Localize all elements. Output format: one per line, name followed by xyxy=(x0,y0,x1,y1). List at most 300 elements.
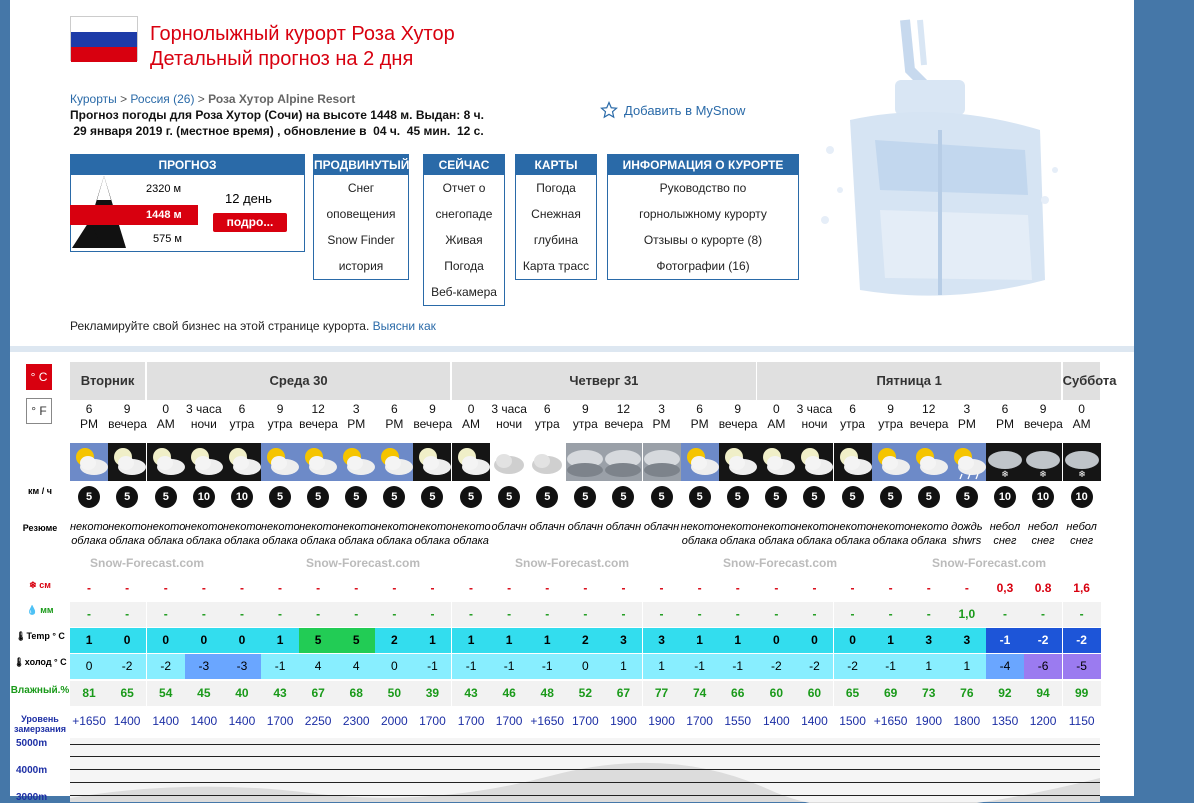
rain-cell: - xyxy=(643,602,681,627)
freeze-cell: 1400 xyxy=(801,714,828,728)
nav-resort-info-item[interactable]: Отзывы о курорте (8) xyxy=(643,233,763,247)
summary-line: некото xyxy=(337,521,376,533)
summary-text xyxy=(528,520,566,534)
time-hour: 0 xyxy=(1078,402,1085,416)
wind-arrow-icon: 5 xyxy=(612,486,634,508)
day-header[interactable]: Четверг 31 xyxy=(452,362,757,400)
altitude-bottom[interactable]: 575 м xyxy=(153,233,182,245)
nav-advanced-item[interactable]: Снег xyxy=(347,181,375,195)
day-header[interactable]: Суббота xyxy=(1063,362,1101,400)
chill-cell: -2 xyxy=(834,654,872,679)
breadcrumb-country[interactable]: Россия (26) xyxy=(130,92,195,106)
time-hour: 0 xyxy=(162,402,170,416)
humidity-cell: 68 xyxy=(337,681,375,706)
time-hour: 0 xyxy=(773,402,780,416)
star-icon xyxy=(600,101,618,119)
wind-arrow-icon: 5 xyxy=(918,486,940,508)
time-cell xyxy=(490,402,528,442)
fahrenheit-toggle[interactable]: ° F xyxy=(26,398,52,424)
wind-arrow-icon: 5 xyxy=(765,486,787,508)
chill-cell: -5 xyxy=(1063,654,1101,679)
summary-text xyxy=(299,520,337,548)
time-cell xyxy=(910,402,948,442)
time-hour: 3 xyxy=(963,402,971,416)
humidity-cell: 67 xyxy=(604,681,642,706)
snow-cell: - xyxy=(316,581,321,595)
temp-cell: 0 xyxy=(108,628,146,653)
freeze-cell: +1650 xyxy=(873,714,908,728)
summary-text xyxy=(261,520,299,548)
rain-cell: - xyxy=(147,602,185,627)
rain-label xyxy=(10,605,70,616)
wind-arrow-icon: 10 xyxy=(1032,486,1054,508)
nav-now-item[interactable]: Веб-камера xyxy=(431,285,497,299)
snow-unit: см xyxy=(39,580,51,590)
breadcrumb-sep: > xyxy=(116,92,131,106)
time-cell xyxy=(337,402,375,442)
rain-cell: - xyxy=(1024,602,1062,627)
watermark-text: Snow-Forecast.com xyxy=(932,556,1047,570)
moon-cloud-icon xyxy=(757,443,795,481)
summary-line: некото xyxy=(375,521,414,533)
rain-shower-icon xyxy=(948,443,986,481)
snow-cell: - xyxy=(812,581,817,595)
wind-arrow-icon: 5 xyxy=(727,486,749,508)
summary-line: некото xyxy=(146,521,186,533)
rain-cell: - xyxy=(604,602,642,627)
add-mysnow-link[interactable] xyxy=(600,101,745,119)
temp-cell: 1 xyxy=(872,628,910,653)
thermometer-icon: 🌡 xyxy=(15,631,27,641)
time-hour: 6 xyxy=(696,402,703,416)
summary-line: дождь xyxy=(951,521,983,533)
rain-cell: - xyxy=(452,602,490,627)
summary-line: некото xyxy=(871,521,911,533)
y-axis-4000: 4000m xyxy=(16,765,48,776)
rain-cell: - xyxy=(337,602,375,627)
chill-cell: -1 xyxy=(452,654,490,679)
temp-cell: -2 xyxy=(1024,628,1062,653)
time-period: PM xyxy=(995,417,1014,431)
time-period: PM xyxy=(690,417,709,431)
nav-resort-info-item[interactable]: горнолыжному курорту xyxy=(639,207,767,221)
snow-cell: - xyxy=(850,581,855,595)
moon-cloud-icon xyxy=(834,443,872,481)
nav-now-item[interactable]: снегопаде xyxy=(435,207,493,221)
nav-maps xyxy=(515,154,597,280)
nav-resort-info xyxy=(607,154,799,280)
watermark-text: Snow-Forecast.com xyxy=(723,556,838,570)
summary-text xyxy=(70,520,108,548)
time-period: PM xyxy=(80,417,99,431)
humidity-cell: 54 xyxy=(147,681,185,706)
breadcrumb-resorts[interactable]: Курорты xyxy=(70,92,117,106)
freeze-cell: 1400 xyxy=(228,714,256,728)
summary-text xyxy=(185,520,223,548)
forecast-issued-info xyxy=(70,107,484,139)
nav-now-head: СЕЙЧАС xyxy=(424,155,504,175)
rain-cell: - xyxy=(490,602,528,627)
summary-line: некото xyxy=(108,521,147,533)
chill-cell: -2 xyxy=(147,654,185,679)
summary-line: облака xyxy=(300,535,336,547)
time-period: утра xyxy=(878,417,904,431)
snow-cell: - xyxy=(87,581,92,595)
chill-cell: -1 xyxy=(681,654,719,679)
summary-line: облака xyxy=(758,535,795,547)
time-cell xyxy=(261,402,299,442)
summary-line: некото xyxy=(222,521,262,533)
time-period: вечера xyxy=(413,417,453,431)
chill-cell: -1 xyxy=(413,654,451,679)
wind-arrow-icon: 5 xyxy=(498,486,520,508)
summary-line: снег xyxy=(1070,535,1094,547)
summary-text xyxy=(1063,520,1101,548)
chill-cell: -2 xyxy=(795,654,833,679)
time-period: AM xyxy=(156,417,175,431)
snow-cell: 1,6 xyxy=(1073,581,1090,595)
humidity-cell: 74 xyxy=(681,681,719,706)
freeze-cell: 1550 xyxy=(724,714,752,728)
nav-now-item[interactable]: Отчет о xyxy=(442,181,486,195)
humidity-cell: 45 xyxy=(185,681,223,706)
rain-cell: - xyxy=(528,602,566,627)
temp-cell: 5 xyxy=(337,628,375,653)
wind-arrow-icon: 5 xyxy=(574,486,596,508)
temp-cell: 3 xyxy=(604,628,642,653)
time-hour: 9 xyxy=(276,402,284,416)
summary-text xyxy=(834,520,872,548)
temp-cell: -2 xyxy=(1063,628,1101,653)
chill-cell: 1 xyxy=(948,654,986,679)
chill-cell: -6 xyxy=(1024,654,1062,679)
summary-text xyxy=(643,520,681,534)
time-period: AM xyxy=(1072,417,1091,431)
snow-cell: - xyxy=(926,581,931,595)
time-cell xyxy=(1024,402,1062,442)
temp-cell: 1 xyxy=(452,628,490,653)
time-hour: 3 часа xyxy=(796,402,833,416)
humidity-cell: 65 xyxy=(108,681,146,706)
summary-line: облака xyxy=(109,535,145,547)
freeze-cell: 1700 xyxy=(419,714,446,728)
temp-cell: 3 xyxy=(910,628,948,653)
moon-cloud-icon xyxy=(413,443,451,481)
partly-sun-icon xyxy=(375,443,413,481)
time-period: AM xyxy=(767,417,786,431)
temp-cell: 2 xyxy=(375,628,413,653)
time-period: PM xyxy=(957,417,976,431)
summary-text xyxy=(490,520,528,534)
snow-cell: - xyxy=(278,581,283,595)
nav-maps-item[interactable]: Снежная xyxy=(531,207,581,221)
cloud-icon xyxy=(490,443,528,481)
freeze-cell: 1400 xyxy=(762,714,790,728)
wind-arrow-icon: 10 xyxy=(1071,486,1093,508)
rain-cell: - xyxy=(223,602,261,627)
wind-arrow-icon: 5 xyxy=(689,486,711,508)
chill-label-text: холод ° C xyxy=(24,657,67,667)
summary-line: облака xyxy=(224,535,260,547)
time-hour: 6 xyxy=(1001,402,1009,416)
partly-sun-icon xyxy=(299,443,337,481)
snow-cell: - xyxy=(735,581,740,595)
chill-cell: -1 xyxy=(719,654,757,679)
snow-cell: - xyxy=(469,581,474,595)
time-period: вечера xyxy=(1024,417,1063,431)
wind-arrow-icon: 5 xyxy=(116,486,138,508)
humidity-cell: 39 xyxy=(413,681,451,706)
altitude-selected[interactable]: 1448 м xyxy=(70,205,198,225)
chart-gridline xyxy=(70,769,1100,770)
humidity-cell: 77 xyxy=(643,681,681,706)
summary-line: облачн xyxy=(529,521,565,533)
summary-text xyxy=(413,520,451,548)
chart-gridline xyxy=(70,782,1100,783)
wind-arrow-icon: 5 xyxy=(803,486,825,508)
summary-line: некото xyxy=(299,521,338,533)
rain-cell: - xyxy=(834,602,872,627)
freeze-cell: 1200 xyxy=(1029,714,1057,728)
summary-line: облака xyxy=(338,535,375,547)
snow-cell: - xyxy=(239,581,244,595)
forecast-table xyxy=(10,346,1134,803)
overcast-icon xyxy=(643,443,681,481)
humidity-cell: 81 xyxy=(70,681,108,706)
time-hour: 9 xyxy=(123,402,131,416)
time-period: PM xyxy=(385,417,404,431)
page-title xyxy=(150,22,455,72)
time-period: утра xyxy=(267,417,293,431)
chill-cell: -4 xyxy=(986,654,1024,679)
temp-cell: 1 xyxy=(528,628,566,653)
summary-line: облака xyxy=(910,535,947,547)
details-button[interactable]: подро... xyxy=(213,213,287,232)
wind-arrow-icon: 10 xyxy=(193,486,215,508)
nav-maps-item[interactable]: Карта трасс xyxy=(522,259,590,273)
rain-cell: - xyxy=(872,602,910,627)
time-period: ночи xyxy=(190,417,217,431)
mountain-backdrop-icon xyxy=(70,738,1100,802)
summary-line: облака xyxy=(185,535,222,547)
time-hour: 0 xyxy=(467,402,475,416)
chill-cell: 1 xyxy=(910,654,948,679)
temp-cell: 1 xyxy=(490,628,528,653)
watermark-text: Snow-Forecast.com xyxy=(90,556,205,570)
chill-cell: -1 xyxy=(528,654,566,679)
temp-cell: 0 xyxy=(834,628,872,653)
summary-text xyxy=(375,520,413,548)
summary-text xyxy=(795,520,833,548)
summary-label: Резюме xyxy=(22,523,58,533)
y-axis-5000: 5000m xyxy=(16,738,48,749)
nav-maps-head: КАРТЫ xyxy=(516,155,596,175)
svg-text:❄: ❄ xyxy=(1001,469,1009,479)
nav-advanced-item[interactable]: Snow Finder xyxy=(327,233,395,247)
partly-sun-icon xyxy=(872,443,910,481)
summary-line: облака xyxy=(872,535,909,547)
nav-advanced-item[interactable]: история xyxy=(338,259,384,273)
summary-text xyxy=(757,520,795,548)
freeze-cell: 1400 xyxy=(190,714,218,728)
summary-line: облака xyxy=(796,535,833,547)
twelve-day-link[interactable]: 12 день xyxy=(225,191,272,206)
day-header[interactable]: Пятница 1 xyxy=(757,362,1062,400)
snow-cell: 0.8 xyxy=(1034,581,1052,595)
freeze-cell: 1700 xyxy=(457,714,485,728)
summary-line: снег xyxy=(993,535,1017,547)
time-cell xyxy=(948,402,986,442)
summary-line: некото xyxy=(757,521,796,533)
snow-cell: 0,3 xyxy=(996,581,1014,595)
rain-cell: - xyxy=(986,602,1024,627)
time-hour: 6 xyxy=(391,402,398,416)
title-line1: Горнолыжный курорт Роза Хутор xyxy=(150,23,455,45)
russia-flag-icon xyxy=(70,16,138,61)
nav-now xyxy=(423,154,505,306)
nav-now-item[interactable]: Погода xyxy=(444,259,484,273)
snow-cell: - xyxy=(354,581,359,595)
rain-cell: - xyxy=(681,602,719,627)
freeze-cell: 1900 xyxy=(648,714,675,728)
time-period: ночи xyxy=(496,417,523,431)
nav-resort-info-item[interactable]: Фотографии (16) xyxy=(656,259,750,273)
advert-link[interactable]: Выясни как xyxy=(372,319,436,333)
snow-cell: - xyxy=(774,581,779,595)
temp-cell: 1 xyxy=(70,628,108,653)
snow-cell: - xyxy=(697,581,702,595)
wind-arrow-icon: 5 xyxy=(536,486,558,508)
chill-cell: -1 xyxy=(490,654,528,679)
time-cell xyxy=(604,402,642,442)
time-period: утра xyxy=(840,417,865,431)
forecast-box-head: ПРОГНОЗ xyxy=(71,155,304,175)
summary-text xyxy=(872,520,910,548)
time-period: AM xyxy=(462,417,481,431)
rain-cell: - xyxy=(185,602,223,627)
chart-gridline xyxy=(70,795,1100,796)
day-header[interactable]: Вторник xyxy=(70,362,146,400)
time-hour: 3 часа xyxy=(186,402,222,416)
moon-cloud-icon xyxy=(108,443,146,481)
nav-now-item[interactable]: Живая xyxy=(445,233,483,247)
chart-gridline xyxy=(70,744,1100,745)
nav-maps-item[interactable]: Погода xyxy=(536,181,576,195)
temp-cell: 0 xyxy=(185,628,223,653)
freeze-cell: +1650 xyxy=(72,714,106,728)
wind-arrow-icon: 10 xyxy=(231,486,253,508)
humidity-cell: 43 xyxy=(261,681,299,706)
summary-line: некото xyxy=(795,521,835,533)
temp-cell: 3 xyxy=(948,628,986,653)
freeze-cell: 1900 xyxy=(610,714,637,728)
partly-sun-icon xyxy=(910,443,948,481)
humidity-cell: 73 xyxy=(910,681,948,706)
summary-text xyxy=(681,520,719,548)
overcast-icon xyxy=(566,443,604,481)
summary-line: облака xyxy=(376,535,413,547)
chill-cell: -2 xyxy=(757,654,795,679)
issued-line2: 29 января 2019 г. (местное время) , обновление в 04 ч. 45 мин. 12 с. xyxy=(70,124,484,138)
freeze-cell: 1400 xyxy=(113,714,141,728)
humidity-cell: 99 xyxy=(1063,681,1101,706)
time-cell xyxy=(795,402,833,442)
summary-text xyxy=(604,520,642,534)
advert-text: Рекламируйте свой бизнес на этой странице курорта. xyxy=(70,319,373,333)
snow-cell: - xyxy=(507,581,512,595)
summary-line: shwrs xyxy=(952,535,982,547)
humidity-cell: 48 xyxy=(528,681,566,706)
nav-advanced-item[interactable]: оповещения xyxy=(326,207,396,221)
time-cell xyxy=(528,402,566,442)
freezing-level-chart xyxy=(70,738,1100,802)
snowflake-icon: ❄ xyxy=(29,580,40,590)
wind-arrow-icon: 5 xyxy=(956,486,978,508)
time-cell xyxy=(681,402,719,442)
time-period: ночи xyxy=(801,417,828,431)
summary-line: облака xyxy=(681,535,718,547)
breadcrumb-sep: > xyxy=(194,92,209,106)
snow-cell: - xyxy=(125,581,130,595)
svg-text:❄: ❄ xyxy=(1077,469,1086,479)
summary-line: некото xyxy=(718,521,758,533)
time-hour: 9 xyxy=(734,402,742,416)
nav-resort-info-head: ИНФОРМАЦИЯ О КУРОРТЕ xyxy=(608,155,798,175)
freeze-cell: +1650 xyxy=(530,714,565,728)
wind-arrow-icon: 5 xyxy=(880,486,902,508)
summary-line: облачн xyxy=(643,521,680,533)
summary-line: некото xyxy=(413,521,453,533)
celsius-toggle[interactable]: ° C xyxy=(26,364,52,390)
snow-cell: - xyxy=(888,581,893,595)
time-period: вечера xyxy=(909,417,949,431)
wind-arrow-icon: 5 xyxy=(155,486,177,508)
summary-line: облака xyxy=(71,535,107,547)
rain-cell: - xyxy=(299,602,337,627)
thermometer-icon: 🌡 xyxy=(13,657,25,667)
temp-cell: -1 xyxy=(986,628,1024,653)
wind-arrow-icon: 5 xyxy=(421,486,443,508)
chill-cell: -2 xyxy=(108,654,146,679)
humidity-cell: 76 xyxy=(948,681,986,706)
moon-cloud-icon xyxy=(795,443,833,481)
wind-arrow-icon: 5 xyxy=(307,486,329,508)
nav-maps-item[interactable]: глубина xyxy=(533,233,579,247)
nav-advanced xyxy=(313,154,409,280)
time-hour: 12 xyxy=(616,402,631,416)
time-cell xyxy=(375,402,413,442)
humidity-cell: 52 xyxy=(566,681,604,706)
rain-cell: - xyxy=(566,602,604,627)
nav-resort-info-item[interactable]: Руководство по xyxy=(659,181,747,195)
time-cell xyxy=(566,402,604,442)
summary-line: некото xyxy=(909,521,949,533)
summary-text xyxy=(948,520,986,548)
summary-line: облака xyxy=(453,535,489,547)
rain-cell: - xyxy=(70,602,108,627)
time-hour: 6 xyxy=(849,402,856,416)
summary-text xyxy=(147,520,185,548)
wind-label: км / ч xyxy=(28,486,52,496)
freeze-cell: 2000 xyxy=(380,714,408,728)
partly-sun-icon xyxy=(337,443,375,481)
day-header[interactable]: Среда 30 xyxy=(147,362,452,400)
freeze-cell: 1500 xyxy=(839,714,866,728)
altitude-top[interactable]: 2320 м xyxy=(146,183,182,195)
rain-unit: мм xyxy=(40,605,54,615)
snow-cell: - xyxy=(583,581,588,595)
time-cell xyxy=(1063,402,1101,442)
